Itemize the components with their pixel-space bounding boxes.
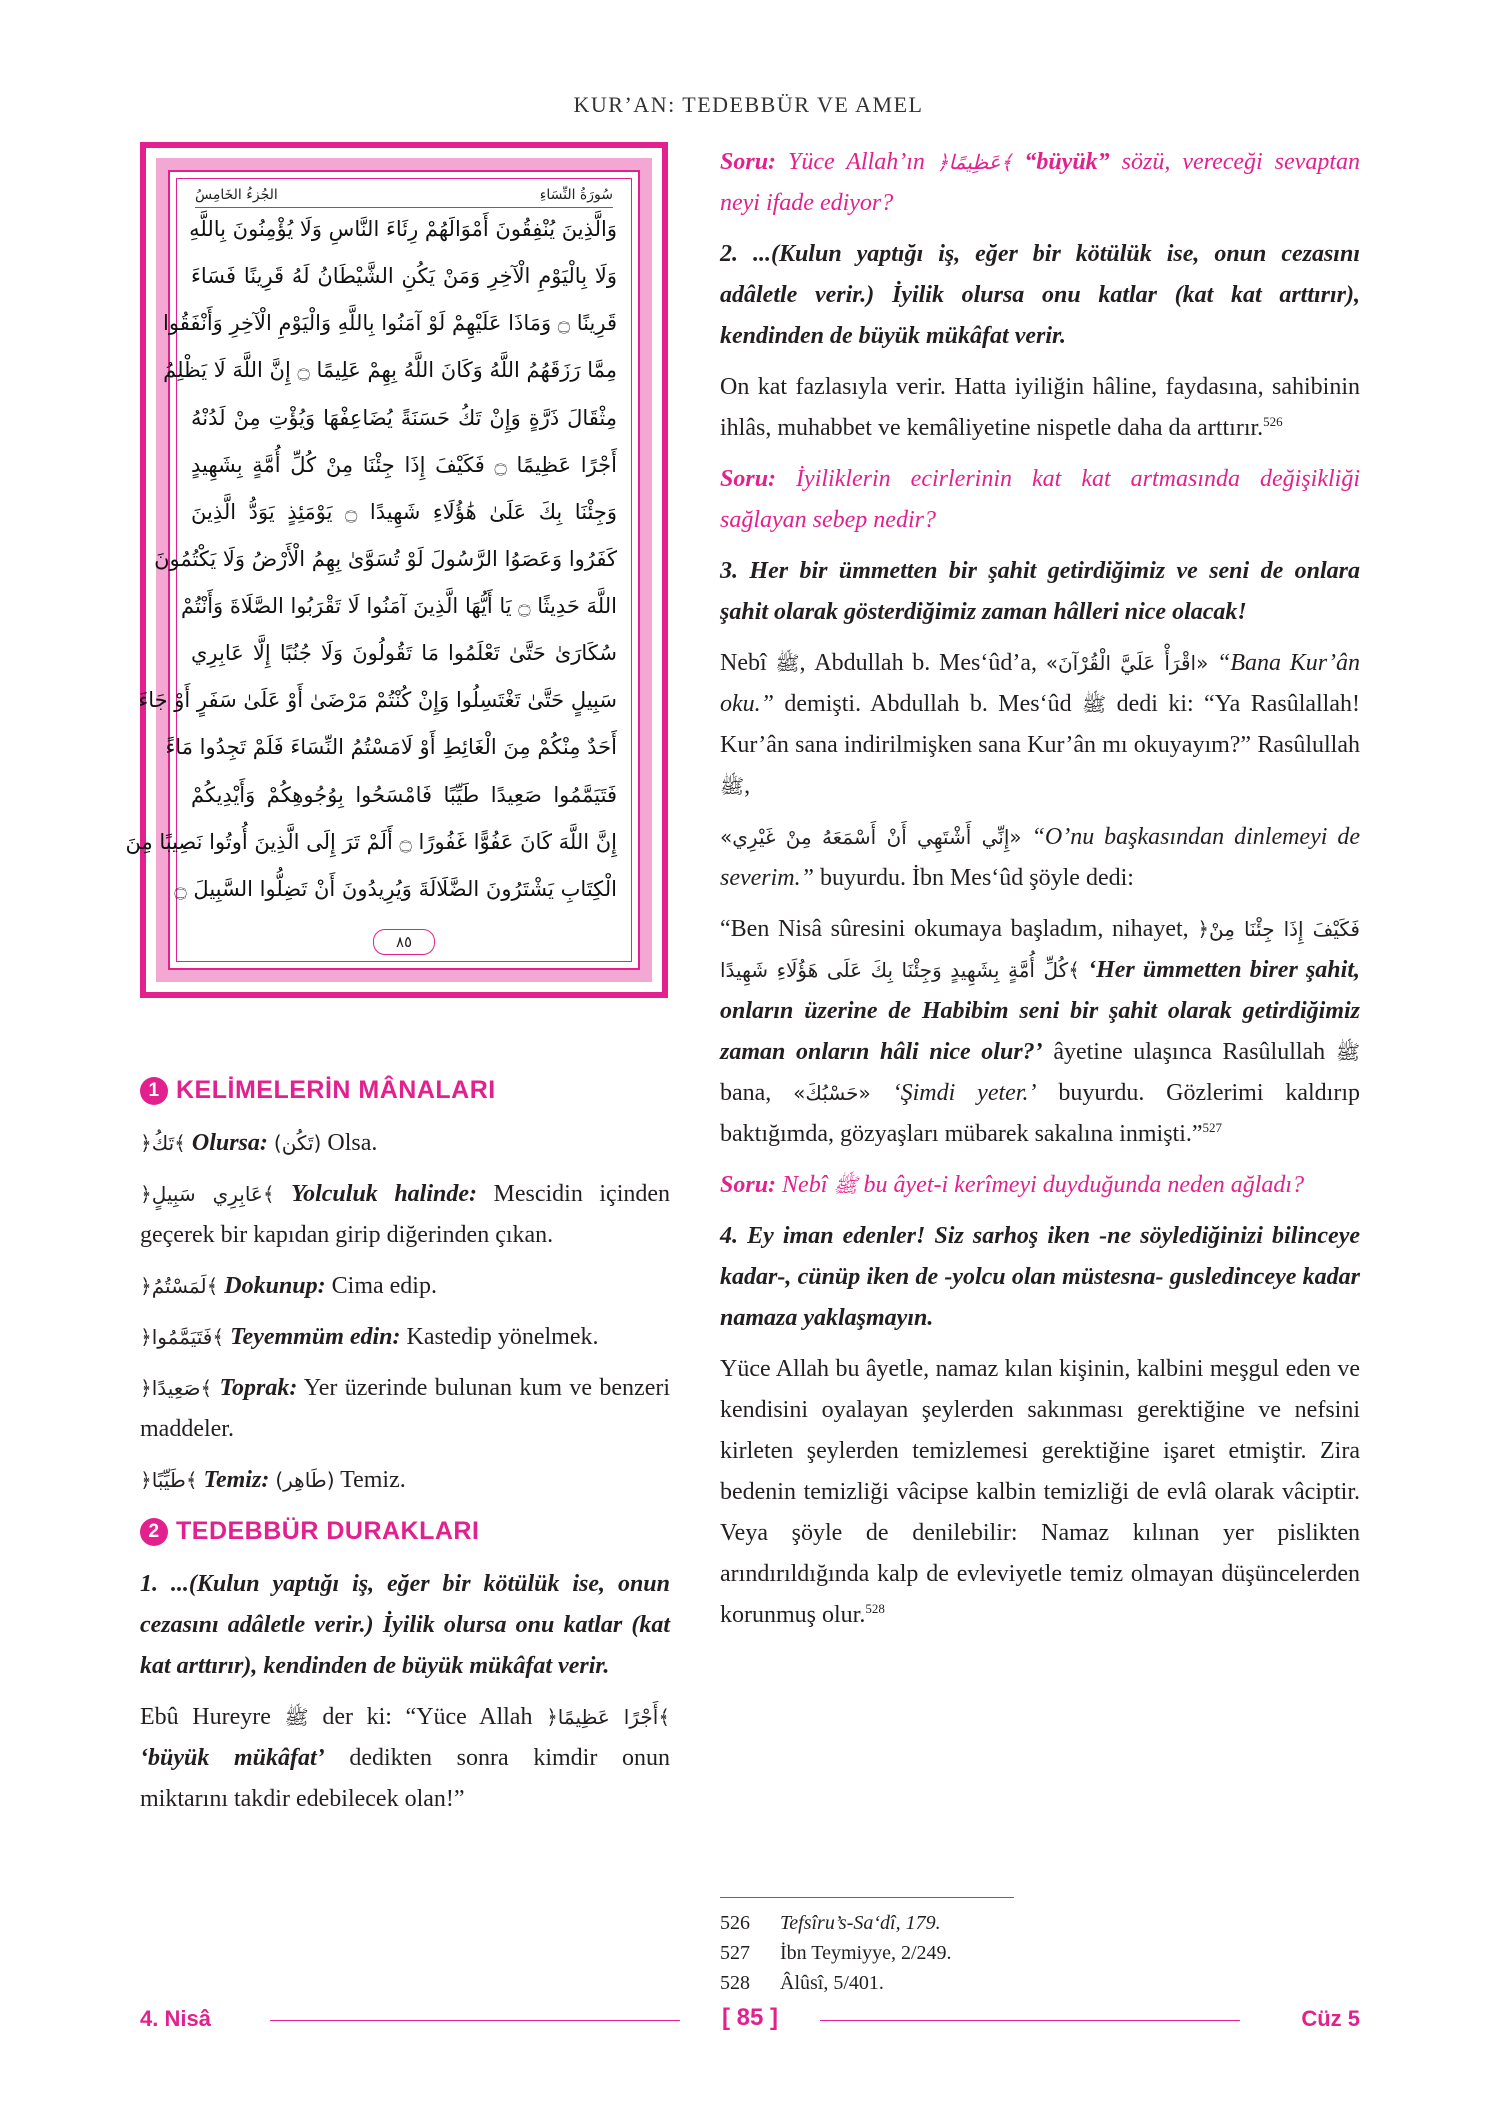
- glossary-entry: [140, 1368, 670, 1450]
- mushaf-line: أَجْرًا عَظِيمًا ۝ فَكَيْفَ إِذَا جِئْنَا مِنْ كُلِّ أُمَّةٍ بِشَهِيدٍ: [191, 452, 617, 477]
- mushaf-line: الْكِتَابِ يَشْتَرُونَ الضَّلَالَةَ وَيُرِيدُونَ أَنْ تَضِلُّوا السَّبِيلَ ۝: [174, 876, 617, 901]
- arabic-quote: «حَسْبُكَ»: [793, 1081, 871, 1105]
- body-paragraph: “Ben Nisâ sûresini okumaya başladım, nihayet, ﴿فَكَيْفَ إِذَا جِئْنَا مِنْ كُلِّ أُمَّةٍ بِشَهِيدٍ وَجِئْنَا بِكَ عَلَى هَؤُلَاءِ شَهِيدًا﴾ ‘Her ümmetten birer şahit, onların üzerine de Habibim seni bir şahit olarak getirdiğimiz zaman onların hâli nice olur?’ âyetine ulaşınca Rasûlullah ﷺ bana, «حَسْبُكَ» ‘Şimdi yeter.’ buyurdu. Gözlerimi kaldırıp baktığımda, gözyaşları mübarek sakalına inmişti.”$^{527}$: [720, 916, 1361, 1147]
- mushaf-line: سَبِيلٍ حَتَّىٰ تَغْتَسِلُوا وَإِنْ كُنْتُمْ مَرْضَىٰ أَوْ عَلَىٰ سَفَرٍ أَوْ جَاءَ: [138, 688, 617, 713]
- arabic-root: (تَكُن): [273, 1131, 322, 1155]
- verse-statement: 2. ...(Kulun yaptığı iş, eğer bir kötülük ise, onun cezasını adâletle verir.) İyilik olursa onu katlar (kat kat arttırır), kendinden de büyük mükâfat verir.: [720, 241, 1360, 349]
- section-heading-text: KELİMELERİN MÂNALARI: [176, 1076, 496, 1104]
- honorific-icon: ﷺ: [720, 774, 745, 798]
- question-label: Soru:: [720, 1172, 777, 1198]
- mushaf-surah-label: سُورَةُ النِّسَاءِ: [539, 187, 613, 203]
- mushaf-ornamental-frame: [125, 158, 652, 982]
- footer-juz: Cüz 5: [1301, 2006, 1360, 2031]
- footnote: 528 Âlûsî, 5/401.: [720, 1972, 884, 1994]
- arabic-term: ﴿طَيِّبًا﴾: [140, 1468, 198, 1492]
- body-paragraph: On kat fazlasıyla verir. Hatta iyiliğin hâline, faydasına, sahibinin ihlâs, muhabbet ve kemâliyetine nispetle daha da arttırır.$^{526}$: [720, 374, 1360, 441]
- emphasis-term: ‘büyük mükâfat’: [140, 1745, 325, 1771]
- arabic-term: ﴿تَكُ﴾: [140, 1131, 186, 1155]
- question-1: Soru: Yüce Allah’ın ﴿عَظِيمًا﴾ “büyük” sözü, vereceği sevaptan neyi ifade ediyor?: [720, 149, 1360, 216]
- arabic-quote: «إِنِّي أَشْتَهِي أَنْ أَسْمَعَهُ مِنْ غَيْرِي»: [720, 825, 1022, 849]
- glossary-entry: [140, 1266, 670, 1307]
- glossary-entry: [140, 1460, 670, 1501]
- mushaf-juz-label: الجُزءُ الخَامِسُ: [195, 187, 278, 203]
- mushaf-line: قَرِينًا ۝ وَمَاذَا عَلَيْهِمْ لَوْ آمَنُوا بِاللَّهِ وَالْيَوْمِ الْآخِرِ وَأَنْفَقُوا: [163, 311, 617, 336]
- glossary-definition: Cima edip.: [331, 1273, 437, 1299]
- footer-rule-right: [820, 2020, 1240, 2021]
- arabic-quote: ﴿أَجْرًا عَظِيمًا﴾: [546, 1705, 671, 1729]
- page-footer: [140, 2006, 1360, 2038]
- body-paragraph: Nebî ﷺ, Abdullah b. Mes‘ûd’a, «اقْرَأْ عَلَيَّ الْقُرْآنَ» “Bana Kur’ân oku.” demişti. Abdullah b. Mes‘ûd ﷺ dedi ki: “Ya Rasûlallah! Kur’ân sana indirilmişken sana Kur’ân mı okuyayım?” Rasûlullah ﷺ,: [720, 650, 1360, 799]
- right-column: [720, 142, 1360, 1646]
- arabic-root: (طَاهِر): [275, 1468, 335, 1492]
- mushaf-line: فَتَيَمَّمُوا صَعِيدًا طَيِّبًا فَامْسَحُوا بِوُجُوهِكُمْ وَأَيْدِيكُمْ: [191, 782, 617, 807]
- arabic-term: ﴿عَظِيمًا﴾: [936, 150, 1013, 174]
- question-label: Soru:: [720, 149, 777, 175]
- question-3: Soru: Nebî ﷺ bu âyet-i kerîmeyi duyduğunda neden ağladı?: [720, 1172, 1305, 1198]
- verse-statement: 4. Ey iman edenler! Siz sarhoş iken -ne söylediğinizi bilinceye kadar-, cünüp iken de -yolcu olan müstesna- gusledinceye kadar namaza yaklaşmayın.: [720, 1223, 1360, 1331]
- glossary-term: Dokunup:: [224, 1273, 326, 1299]
- arabic-term: ﴿صَعِيدًا﴾: [140, 1376, 213, 1400]
- emphasis-term: “büyük”: [1024, 149, 1110, 175]
- footnote-ref[interactable]: 526: [1263, 414, 1283, 429]
- mushaf-text-area: [125, 178, 632, 962]
- question-label: Soru:: [720, 466, 777, 492]
- left-column: [140, 1070, 670, 1830]
- arabic-term: ﴿عَابِرِي سَبِيلٍ﴾: [140, 1182, 275, 1206]
- mushaf-line: كَفَرُوا وَعَصَوُا الرَّسُولَ لَوْ تُسَوَّىٰ بِهِمُ الْأَرْضُ وَلَا يَكْتُمُونَ: [154, 546, 617, 571]
- mushaf-line: وَالَّذِينَ يُنْفِقُونَ أَمْوَالَهُمْ رِئَاءَ النَّاسِ وَلَا يُؤْمِنُونَ بِاللَّهِ: [189, 217, 617, 241]
- mushaf-line: أَحَدٌ مِنْكُمْ مِنَ الْغَائِطِ أَوْ لَامَسْتُمُ النِّسَاءَ فَلَمْ تَجِدُوا مَاءً: [165, 735, 617, 760]
- footer-page-number: [ 85 ]: [721, 2004, 778, 2031]
- running-head: KUR’AN: TEDEBBÜR VE AMEL: [573, 92, 924, 117]
- section-number-badge: 1: [140, 1077, 168, 1105]
- honorific-icon: ﷺ: [284, 1705, 309, 1729]
- body-paragraph: Yüce Allah bu âyetle, namaz kılan kişinin, kalbini meşgul eden ve kendisini oyalayan şeylerden sakınması gerektiğine ve nefsini kirleten şeylerden temizlemesi gerektiğine işaret etmiştir. Zira bedenin temizliği vâcipse kalbin temizliği de evlâ olarak vâciptir. Veya şöyle de denilebilir: Namaz kılınan yer pislikten arındırıldığında kalp de evleviyetle temiz olmayan düşüncelerden korunmuş olur.$^{528}$: [720, 1356, 1360, 1628]
- footnote: 526 Tefsîru’s-Sa‘dî, 179.: [720, 1912, 941, 1934]
- verse-statement: 3. Her bir ümmetten bir şahit getirdiğimiz ve seni de onlara şahit olarak gösterdiğimiz zaman hâlleri nice olacak!: [720, 558, 1360, 625]
- section-heading-kelimeler: [140, 1070, 670, 1111]
- footnote-ref[interactable]: 528: [865, 1601, 885, 1616]
- mushaf-line: مِمَّا رَزَقَهُمُ اللَّهُ وَكَانَ اللَّهُ بِهِمْ عَلِيمًا ۝ إِنَّ اللَّهَ لَا يَظْلِمُ: [163, 358, 617, 383]
- footer-rule-left: [270, 2020, 680, 2021]
- glossary-entry: [140, 1174, 670, 1256]
- honorific-icon: ﷺ: [1082, 692, 1107, 716]
- glossary-definition: Mescidin içinden geçerek bir kapıdan girip diğerinden çıkan.: [140, 1181, 671, 1248]
- glossary-definition: Temiz.: [340, 1467, 406, 1493]
- honorific-icon: ﷺ: [1335, 1040, 1361, 1064]
- body-paragraph: «إِنِّي أَشْتَهِي أَنْ أَسْمَعَهُ مِنْ غَيْرِي» “O’nu başkasından dinlemeyi de severim.” buyurdu. İbn Mes‘ûd şöyle dedi:: [720, 824, 1360, 891]
- glossary-definition: Yer üzerinde bulunan kum ve benzeri maddeler.: [140, 1375, 671, 1442]
- footnote-ref[interactable]: 527: [1202, 1120, 1223, 1135]
- body-paragraph: Ebû Hureyre ﷺ der ki: “Yüce Allah ﴿أَجْرًا عَظِيمًا﴾ ‘büyük mükâfat’ dedikten sonra kimdir onun miktarını takdir edebilecek olan!”: [140, 1704, 671, 1812]
- mushaf-page-number: ٨٥: [373, 929, 435, 955]
- mushaf-header: [195, 183, 613, 208]
- glossary-term: Teyemmüm edin:: [230, 1324, 401, 1350]
- arabic-verse: ﴿فَكَيْفَ إِذَا جِئْنَا مِنْ كُلِّ أُمَّةٍ بِشَهِيدٍ وَجِئْنَا بِكَ عَلَى هَؤُلَاءِ شَهِيدًا﴾: [720, 917, 1360, 982]
- arabic-term: ﴿فَتَيَمَّمُوا﴾: [140, 1325, 225, 1349]
- glossary-definition: Olsa.: [327, 1130, 378, 1156]
- footnotes: [720, 1908, 1360, 1998]
- mushaf-line: سُكَارَىٰ حَتَّىٰ تَعْلَمُوا مَا تَقُولُونَ وَلَا جُنُبًا إِلَّا عَابِرِي: [191, 641, 617, 666]
- footnote-divider: [720, 1897, 1014, 1898]
- section-number-badge: 2: [140, 1518, 168, 1546]
- glossary-definition: Kastedip yönelmek.: [406, 1324, 599, 1350]
- arabic-term: ﴿لَمَسْتُمُ﴾: [140, 1274, 219, 1298]
- glossary-term: Toprak:: [219, 1375, 298, 1401]
- section-heading-text: TEDEBBÜR DURAKLARI: [176, 1517, 480, 1545]
- mushaf-page: [125, 142, 668, 998]
- glossary-entry: [140, 1317, 670, 1358]
- mushaf-line: وَجِئْنَا بِكَ عَلَىٰ هَٰؤُلَاءِ شَهِيدًا ۝ يَوْمَئِذٍ يَوَدُّ الَّذِينَ: [191, 499, 617, 524]
- glossary-term: Olursa:: [191, 1130, 268, 1156]
- footer-surah: 4. Nisâ: [140, 2006, 211, 2031]
- mushaf-line: إِنَّ اللَّهَ كَانَ عَفُوًّا غَفُورًا ۝ أَلَمْ تَرَ إِلَى الَّذِينَ أُوتُوا نَصِيبًا مِنَ: [125, 829, 617, 854]
- mushaf-line: اللَّهَ حَدِيثًا ۝ يَا أَيُّهَا الَّذِينَ آمَنُوا لَا تَقْرَبُوا الصَّلَاةَ وَأَنْتُمْ: [181, 594, 617, 618]
- honorific-icon: ﷺ: [833, 1173, 858, 1197]
- arabic-quote: «اقْرَأْ عَلَيَّ الْقُرْآنَ»: [1045, 651, 1209, 675]
- honorific-icon: ﷺ: [775, 651, 800, 675]
- mushaf-line: وَلَا بِالْيَوْمِ الْآخِرِ وَمَنْ يَكُنِ الشَّيْطَانُ لَهُ قَرِينًا فَسَاءَ: [191, 264, 617, 289]
- mushaf-line: مِثْقَالَ ذَرَّةٍ وَإِنْ تَكُ حَسَنَةً يُضَاعِفْهَا وَيُؤْتِ مِنْ لَدُنْهُ: [191, 405, 617, 430]
- footnote: 527 İbn Teymiyye, 2/249.: [720, 1942, 952, 1964]
- question-2: Soru: İyiliklerin ecirlerinin kat kat artmasında değişikliği sağlayan sebep nedir?: [720, 466, 1360, 533]
- glossary-term: Temiz:: [203, 1467, 270, 1493]
- mushaf-lines: [125, 217, 617, 901]
- glossary-term: Yolculuk halinde:: [291, 1181, 477, 1207]
- verse-statement: 1. ...(Kulun yaptığı iş, eğer bir kötülük ise, onun cezasını adâletle verir.) İyilik olursa onu katlar (kat kat arttırır), kendinden de büyük mükâfat verir.: [140, 1571, 670, 1679]
- glossary-entry: [140, 1123, 670, 1164]
- section-heading-tedebbur: [140, 1511, 670, 1552]
